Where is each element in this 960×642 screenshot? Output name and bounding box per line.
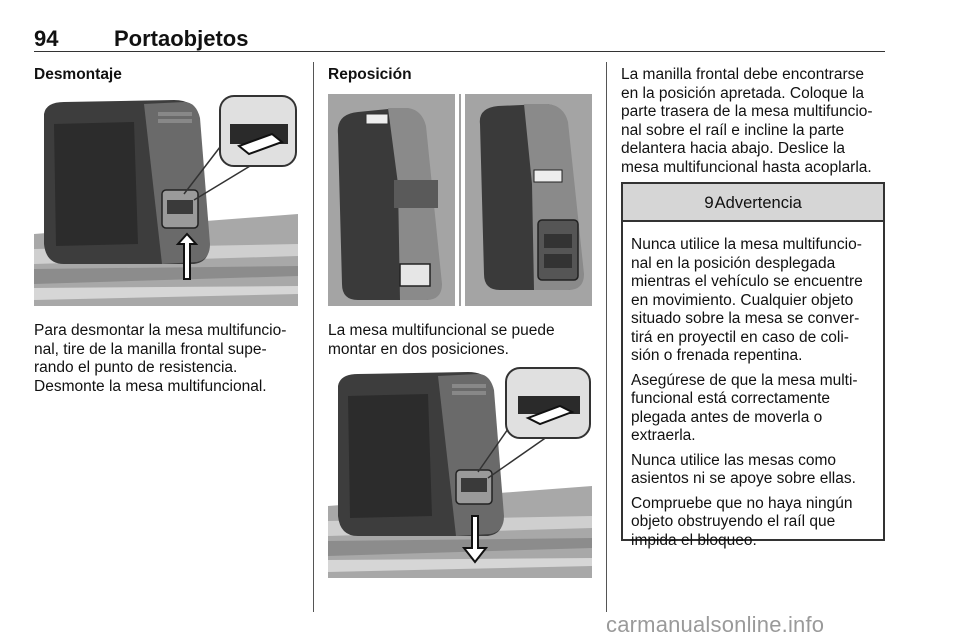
figure-installation xyxy=(328,366,592,578)
text-line: tirá en proyectil en caso de coli- xyxy=(631,328,849,346)
page-header xyxy=(34,26,884,52)
text-line: montar en dos posiciones. xyxy=(328,340,509,358)
warning-box xyxy=(621,182,885,549)
instructions-text xyxy=(621,66,873,177)
watermark: carmanualsonline.info xyxy=(606,612,825,637)
text-line: funcional está correctamente xyxy=(631,390,831,407)
text-line: nal en la posición desplegada xyxy=(631,254,836,272)
text-line: Nunca utilice la mesa multifuncio- xyxy=(631,236,862,253)
text-line: nal sobre el raíl e incline la parte xyxy=(621,121,845,139)
text-line: Asegúrese de que la mesa multi- xyxy=(631,371,858,389)
column-divider xyxy=(606,62,607,612)
text-line: nal, tire de la manilla frontal supe- xyxy=(34,340,267,358)
text-line: objeto obstruyendo el raíl que xyxy=(631,513,836,530)
text-line: en movimiento. Cualquier objeto xyxy=(631,291,854,309)
header-rule xyxy=(34,51,885,52)
installation-illustration xyxy=(328,366,592,578)
warning-symbol: 9 xyxy=(704,193,714,212)
text-line: Nunca utilice las mesas como xyxy=(631,451,837,469)
text-line: rando el punto de resistencia. xyxy=(34,359,238,376)
warning-paragraph xyxy=(631,236,875,366)
text-line: situado sobre la mesa se conver- xyxy=(631,310,860,327)
text-line: La manilla frontal debe encontrarse xyxy=(621,66,864,83)
desmontaje-text xyxy=(34,322,286,396)
text-line: La mesa multifuncional se puede xyxy=(328,322,555,339)
warning-header xyxy=(623,184,883,222)
text-line: asientos ni se apoye sobre ellas. xyxy=(631,470,856,487)
warning-body xyxy=(623,222,883,550)
positions-illustration xyxy=(328,94,592,306)
warning-paragraph xyxy=(631,372,875,446)
text-line: Para desmontar la mesa multifuncio- xyxy=(34,322,287,339)
removal-illustration xyxy=(34,94,298,306)
text-line: en la posición apretada. Coloque la xyxy=(621,84,865,102)
warning-paragraph xyxy=(631,452,875,489)
text-line: delantera hacia abajo. Deslice la xyxy=(621,140,846,157)
warning-title: Advertencia xyxy=(714,194,802,212)
text-line: plegada antes de moverla o xyxy=(631,408,823,426)
text-line: Compruebe que no haya ningún xyxy=(631,494,853,512)
reposicion-text xyxy=(328,322,555,359)
figure-positions xyxy=(328,94,592,306)
page-title: Portaobjetos xyxy=(114,26,249,51)
column-divider xyxy=(313,62,314,612)
section-title-desmontaje: Desmontaje xyxy=(34,66,122,83)
figure-removal xyxy=(34,94,298,306)
warning-paragraph xyxy=(631,495,875,551)
text-line: mientras el vehículo se encuentre xyxy=(631,273,863,290)
text-line: impida el bloqueo. xyxy=(631,531,757,549)
page-number: 94 xyxy=(34,26,59,51)
text-line: sión o frenada repentina. xyxy=(631,347,803,364)
text-line: Desmonte la mesa multifuncional. xyxy=(34,377,267,395)
text-line: parte trasera de la mesa multifuncio- xyxy=(621,103,873,120)
section-title-reposicion: Reposición xyxy=(328,66,412,83)
text-line: extraerla. xyxy=(631,427,696,444)
text-line: mesa multifuncional hasta acoplarla. xyxy=(621,158,872,176)
